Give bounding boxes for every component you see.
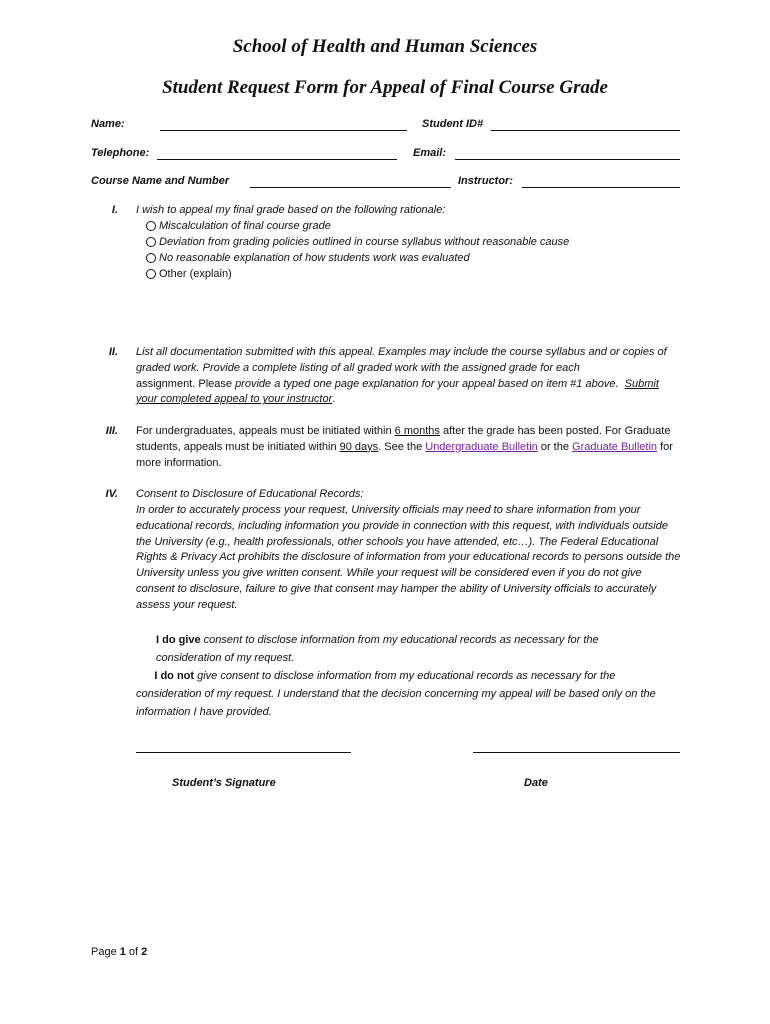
- not-label: I do not: [154, 670, 195, 682]
- section-2-text-a: List all documentation submitted with this appeal. Examples may include the course syllabus and or copies of graded work. Provide a complete listing of all graded work with the assigned grade for each: [136, 346, 667, 374]
- section-2-text-b: assignment. Please: [136, 377, 236, 390]
- page-prefix: Page: [91, 946, 120, 958]
- radio-icon[interactable]: [146, 269, 156, 279]
- name-label: Name:: [91, 118, 125, 130]
- option-label: No reasonable explanation of how students work was evaluated: [159, 252, 470, 264]
- signature-line[interactable]: [136, 752, 351, 753]
- email-field[interactable]: [455, 159, 680, 160]
- section-2-text-c: provide a typed one page explanation for your appeal based on item #1 above.: [235, 377, 619, 390]
- date-label: Date: [524, 777, 548, 789]
- section-3-text-b: after the grade has been posted. For Graduate students, appeals must be initiated within: [136, 425, 671, 453]
- option-no-explanation[interactable]: [146, 252, 470, 264]
- option-deviation[interactable]: [146, 236, 569, 248]
- option-label: Miscalculation of final course grade: [159, 220, 331, 232]
- not-text-1: give consent to disclose information from my educational records as necessary for the: [194, 670, 616, 682]
- radio-icon[interactable]: [146, 237, 156, 247]
- section-3-text-e: for more information.: [136, 440, 673, 469]
- section-3-text-c: . See the: [378, 440, 426, 453]
- undergraduate-bulletin-link[interactable]: Undergraduate Bulletin: [425, 440, 538, 453]
- page-number: [91, 946, 147, 958]
- section-1-intro: I wish to appeal my final grade based on the following rationale:: [136, 204, 446, 216]
- instructor-field[interactable]: [522, 187, 680, 188]
- student-id-label: Student ID#: [422, 118, 484, 130]
- page-of: of: [125, 946, 142, 958]
- section-4-number: IV.: [105, 488, 118, 500]
- give-text: consent to disclose information from my educational records as necessary for the consideration of my request.: [156, 634, 599, 664]
- form-title: Student Request Form for Appeal of Final Course Grade: [162, 77, 608, 98]
- section-3-text: [136, 424, 681, 471]
- radio-icon[interactable]: [146, 253, 156, 263]
- student-id-field[interactable]: [491, 130, 680, 131]
- school-title: School of Health and Human Sciences: [232, 36, 538, 57]
- date-line[interactable]: [473, 752, 680, 753]
- not-text-2: consideration of my request. I understand that the decision concerning my appeal will be based only on the information I have provided.: [136, 688, 656, 718]
- consent-give-option[interactable]: [156, 631, 626, 667]
- days-limit: 90 days: [339, 440, 379, 453]
- section-2-submit-note: Submit your completed appeal to your instructor: [136, 377, 659, 406]
- months-limit: 6 months: [394, 425, 440, 437]
- radio-icon[interactable]: [146, 221, 156, 231]
- name-field[interactable]: [160, 130, 407, 131]
- section-3-text-a: For undergraduates, appeals must be initiated within: [136, 425, 395, 437]
- course-field[interactable]: [250, 187, 451, 188]
- graduate-bulletin-link[interactable]: Graduate Bulletin: [572, 440, 658, 453]
- telephone-label: Telephone:: [91, 147, 150, 159]
- consent-body: In order to accurately process your request, University officials may need to share information from your educational records, including information you provide in connection with this request, with individuals outside the University (e.g., health professionals, other schools you have attended, etc…). The Federal Educational Rights & Privacy Act prohibits the disclosure of information from your educational records to persons outside the University unless you give written consent. While your request will be considered even if you do not give consent to disclosure, failure to give that consent may hamper the ability of University officials to accurately assess your request.: [136, 504, 681, 611]
- option-miscalculation[interactable]: [146, 220, 331, 232]
- section-3-number: III.: [105, 425, 118, 437]
- section-1-number: I.: [111, 204, 118, 216]
- section-3-text-d: or the: [537, 440, 573, 453]
- section-2-text: [136, 345, 681, 408]
- instructor-label: Instructor:: [458, 175, 513, 187]
- student-signature-label: Student’s Signature: [172, 777, 276, 789]
- section-2-text-e: .: [332, 393, 336, 406]
- telephone-field[interactable]: [157, 159, 397, 160]
- email-label: Email:: [413, 147, 447, 159]
- page-current: 1: [119, 946, 126, 958]
- option-label: Deviation from grading policies outlined in course syllabus without reasonable cause: [159, 236, 570, 248]
- section-2-number: II.: [108, 346, 118, 358]
- give-label: I do give: [156, 634, 201, 646]
- course-label: Course Name and Number: [91, 175, 230, 187]
- page-total: 2: [141, 946, 148, 958]
- consent-not-option[interactable]: [136, 667, 681, 721]
- option-label: Other (explain): [159, 268, 232, 280]
- consent-heading: Consent to Disclosure of Educational Records:: [136, 488, 364, 500]
- option-other[interactable]: [146, 268, 232, 280]
